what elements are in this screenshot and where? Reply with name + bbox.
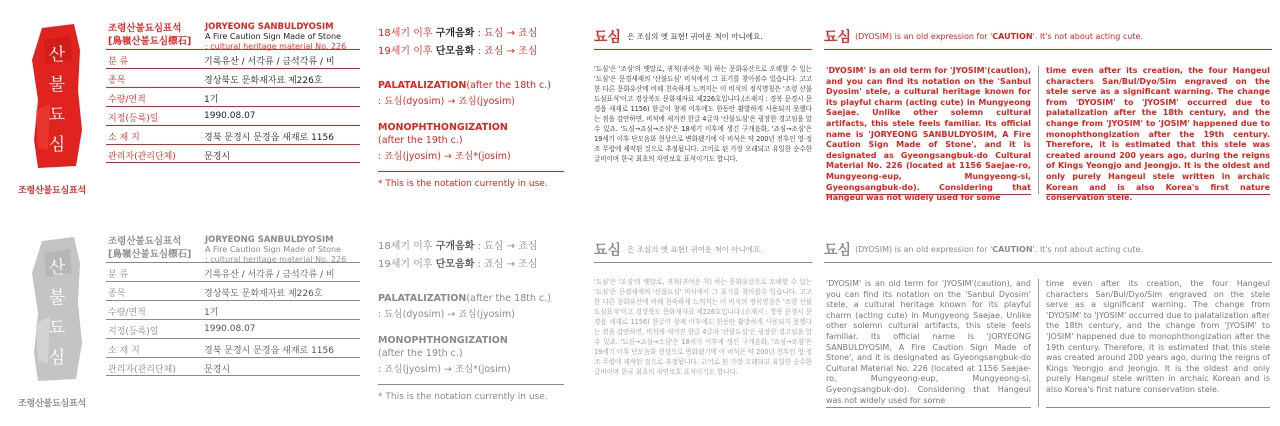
title-kr: 조령산불됴심표석 [108,23,182,34]
divider [1046,407,1270,408]
info-row [106,300,360,319]
english-article-column-2: time even after its creation, the four Hangeul characters San/Bul/Dyo/Sim engraved on the stele serve as a significant warning. The change from 'DYOSIM' to 'JYOSIM' occurred due to palatalization after the 18th century, and the change from 'JYOSIM' to 'JOSIM' happened due to monophthongization after the 19th century. Therefore, it is estimated that this stele was created around 200 years ago, during the reigns of Kings Yeongjo and Jeongjo. It is the oldest and only purely Hangeul stele written in archaic Korean and is also Korea's first nature conservation stele. [1046,66,1270,203]
info-row [106,262,360,281]
palatalization-heading: PALATALIZATION(after the 18th c.) [378,80,551,91]
info-value: 문경시 [204,152,231,162]
title-hanja: [鳥嶺산불됴심標石] [108,249,192,260]
info-value: 1기 [204,95,219,105]
info-row [106,338,360,357]
info-table [106,262,360,376]
info-panel [0,213,362,426]
info-key: 소 재 지 [108,346,140,356]
korean-article-panel [582,0,814,213]
korean-article-panel [582,213,814,426]
info-row [106,49,360,68]
info-table [106,49,360,163]
monophthongization-change: : 죠심(jyosim) → 조심*(josim) [378,151,511,162]
info-key: 종목 [108,76,126,86]
divider [594,262,812,263]
evolution-line-2: 19세기 이후 단모음화 : 죠심 → 조심 [378,259,538,270]
info-row [106,106,360,125]
info-value: 1990.08.07 [204,324,256,334]
info-row [106,125,360,144]
stone-char-3: 됴 [48,105,66,125]
stone-char-2: 불 [48,75,66,95]
evolution-line-1: 18세기 이후 구개음화 : 됴심 → 죠심 [378,241,538,252]
monophthongization-heading: MONOPHTHONGIZATION [378,122,508,133]
info-value: 1기 [204,308,219,318]
info-key: 분 류 [108,57,129,67]
info-value: 기록유산 / 서각류 / 금석각류 / 비 [204,270,335,280]
material-en: : cultural heritage material No. 226 [205,42,347,51]
evolution-line-1: 18세기 이후 구개음화 : 됴심 → 죠심 [378,28,538,39]
info-row [106,281,360,300]
divider [378,384,564,385]
info-key: 수량/면적 [108,308,146,318]
stone-image [30,20,84,170]
info-key: 종목 [108,289,126,299]
column-separator [1038,66,1039,194]
info-row [106,68,360,87]
info-value: 경북 문경시 문경읍 새재로 1156 [204,133,334,143]
korean-article-title: 됴심 은 조심의 옛 표현! 귀여운 척이 아니에요. [594,242,763,259]
english-article-column-1: 'DYOSIM' is an old term for 'JYOSIM'(caution), and you can find its notation on the 'Sanbul Dyosim' stele, a cultural heritage known for its playful charm (acting cute) in Mungyeong Saejae. Unlike other solemn cultural artifacts, this stele feels familiar. Its official name is 'JORYEONG SANBULDYOSIM, A Fire Caution Sign Made of Stone', and it is designated as Gyeongsangbuk-do Cultural Material No. 226 (located at 1156 Saejae-ro, Mungyeong-eup, Mungyeong-si, Gyeongsangbuk-do). Considering that Hangeul was not widely used for some [826,279,1031,405]
title-hanja: [鳥嶺산불됴심標石] [108,36,192,47]
info-key: 지정(등록)일 [108,327,159,337]
divider [378,171,564,172]
stone-char-4: 심 [48,348,66,368]
subtitle-en: A Fire Caution Sign Made of Stone [205,245,341,254]
column-separator [1038,279,1039,407]
gray-version-row [0,213,1280,426]
divider [594,49,812,50]
english-article-column-1: 'DYOSIM' is an old term for 'JYOSIM'(caution), and you can find its notation on the 'Sanbul Dyosim' stele, a cultural heritage known for its playful charm (acting cute) in Mungyeong Saejae. Unlike other solemn cultural artifacts, this stele feels familiar. Its official name is 'JORYEONG SANBULDYOSIM, A Fire Caution Sign Made of Stone', and it is designated as Gyeongsangbuk-do Cultural Material No. 226 (located at 1156 Saejae-ro, Mungyeong-eup, Mungyeong-si, Gyeongsangbuk-do). Considering that Hangeul was not widely used for some [826,66,1031,203]
palatalization-change: : 됴심(dyosim) → 죠심(jyosim) [378,96,515,107]
monophthongization-note: (after the 19th c.) [378,348,463,359]
divider [1046,194,1270,195]
title-en: JORYEONG SANBULDYOSIM [205,235,334,245]
info-key: 분 류 [108,270,129,280]
info-key: 수량/면적 [108,95,146,105]
info-row [106,144,360,163]
divider [824,262,1272,263]
divider [826,407,1031,408]
info-value: 경상북도 문화재자료 제226호 [204,76,323,86]
footnote: * This is the notation currently in use. [378,392,548,402]
subtitle-en: A Fire Caution Sign Made of Stone [205,32,341,41]
title-english [205,22,346,52]
info-panel [0,0,362,213]
info-row [106,357,360,376]
stone-char-2: 불 [48,288,66,308]
english-article-title: 됴심 (DYOSIM) is an old expression for 'CAUTION'. It's not about acting cute. [824,29,1143,46]
title-en: JORYEONG SANBULDYOSIM [205,22,334,32]
footnote: * This is the notation currently in use. [378,179,548,189]
stone-char-1: 산 [48,45,66,65]
divider [826,194,1031,195]
info-row [106,319,360,338]
info-value: 1990.08.07 [204,111,256,121]
stone-char-1: 산 [48,258,66,278]
info-key: 관리자(관리단체) [108,365,176,375]
stone-image [30,233,84,383]
stone-char-3: 됴 [48,318,66,338]
monophthongization-heading: MONOPHTHONGIZATION [378,335,508,346]
title-korean [108,22,191,48]
korean-article-body: '됴심'은 '조심'의 옛말로, 귀척(귀여운 척) 하는 문화유산으로 오해할 수 있는 '됴심'은 문경새재의 '산불됴심' 비석에서 그 표기를 찾아볼수 있습니다. 고고한 다른 문화유산에 비해 친숙하게 느껴지는 이 비석의 정식명칭은 '조령 산불됴심표석'이고 경상북도 문화재자료 제226호입니다.(소재지 : 경북 문경시 문경읍 새재로 1156) 한글이 창제 이후에도 한동안 활발하게 사용되지 못했다는 점을 감안하면, 비석에 새겨진 한글 4글자 '산불됴심'은 굉장한 경고임을 알 수 있죠. '됴심→죠심→조심'은 18세기 이후에 생긴 구개음화, '죠심→조심'은 19세기 이후 단모음화 현상으로 변화됐기에 이 비석은 약 200년 전후인 영·정조 무렵에 제작된 것으로 추정됩니다. 고어로 된 가장 오래되고 유일한 순수한글비이며 한국 최초의 자연보호 표석이기도 합니다. [594,278,812,376]
material-en: : cultural heritage material No. 226 [205,255,347,264]
english-article-panel [820,0,1280,213]
divider [824,49,1272,50]
info-key: 소 재 지 [108,133,140,143]
title-english [205,235,346,265]
korean-article-body: '됴심'은 '조심'의 옛말로, 귀척(귀여운 척) 하는 문화유산으로 오해할 수 있는 '됴심'은 문경새재의 '산불됴심' 비석에서 그 표기를 찾아볼수 있습니다. 고고한 다른 문화유산에 비해 친숙하게 느껴지는 이 비석의 정식명칭은 '조령 산불됴심표석'이고 경상북도 문화재자료 제226호입니다.(소재지 : 경북 문경시 문경읍 새재로 1156) 한글이 창제 이후에도 한동안 활발하게 사용되지 못했다는 점을 감안하면, 비석에 새겨진 한글 4글자 '산불됴심'은 굉장한 경고임을 알 수 있죠. '됴심→죠심→조심'은 18세기 이후에 생긴 구개음화, '죠심→조심'은 19세기 이후 단모음화 현상으로 변화됐기에 이 비석은 약 200년 전후인 영·정조 무렵에 제작된 것으로 추정됩니다. 고어로 된 가장 오래되고 유일한 순수한글비이며 한국 최초의 자연보호 표석이기도 합니다. [594,65,812,163]
info-key: 관리자(관리단체) [108,152,176,162]
stone-char-4: 심 [48,135,66,155]
stone-caption: 조령산불됴심표석 [18,399,86,409]
english-article-column-2: time even after its creation, the four Hangeul characters San/Bul/Dyo/Sim engraved on the stele serve as a significant warning. The change from 'DYOSIM' to 'JYOSIM' occurred due to palatalization after the 18th century, and the change from 'JYOSIM' to 'JOSIM' happened due to monophthongization after the 19th century. Therefore, it is estimated that this stele was created around 200 years ago, during the reigns of Kings Yeongjo and Jeongjo. It is the oldest and only purely Hangeul stele written in archaic Korean and is also Korea's first nature conservation stele. [1046,279,1270,394]
info-value: 경상북도 문화재자료 제226호 [204,289,323,299]
stone-caption: 조령산불됴심표석 [18,186,86,196]
palatalization-change: : 됴심(dyosim) → 죠심(jyosim) [378,309,515,320]
stone-stele-illustration [30,233,84,383]
palatalization-heading: PALATALIZATION(after the 18th c.) [378,293,551,304]
info-row [106,87,360,106]
english-article-panel [820,213,1280,426]
stone-stele-illustration [30,20,84,170]
monophthongization-note: (after the 19th c.) [378,135,463,146]
info-value: 문경시 [204,365,231,375]
monophthongization-change: : 죠심(jyosim) → 조심*(josim) [378,364,511,375]
korean-article-title: 됴심 은 조심의 옛 표현! 귀여운 척이 아니에요. [594,29,763,46]
info-value: 기록유산 / 서각류 / 금석각류 / 비 [204,57,335,67]
evolution-panel [366,213,564,426]
english-article-title: 됴심 (DYOSIM) is an old expression for 'CAUTION'. It's not about acting cute. [824,242,1143,259]
info-key: 지정(등록)일 [108,114,159,124]
evolution-panel [366,0,564,213]
title-kr: 조령산불됴심표석 [108,236,182,247]
info-value: 경북 문경시 문경읍 새재로 1156 [204,346,334,356]
title-korean [108,235,191,261]
evolution-line-2: 19세기 이후 단모음화 : 죠심 → 조심 [378,46,538,57]
